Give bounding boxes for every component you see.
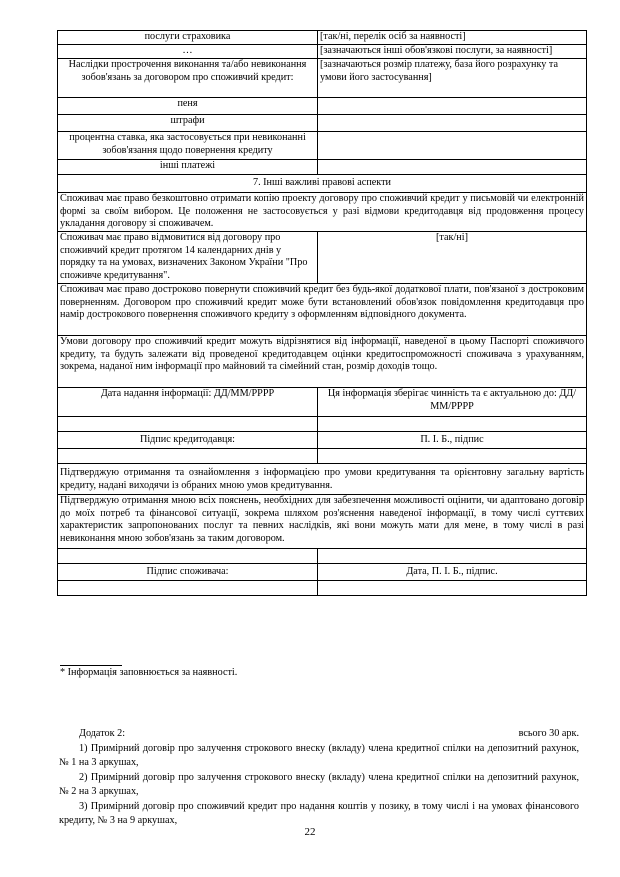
creditor-signature-field: П. І. Б., підпис [318,432,587,449]
paragraph-early-repayment: Споживач має право достроково повернути споживчий кредит без будь-якої додаткової плати, пов'язаної з достроковим поверненням. Договором про споживчий кредит може бути встановлений обов'язок повідомлення кредитодавця про намір дострокового повернення споживчого кредиту з оформленням відповідного документа. [58,284,587,336]
paragraph-copy-right: Споживач має право безкоштовно отримати копію проекту договору про споживчий кредит у письмовій чи електронній формі за своїм вибором. Це положення не застосовується у разі відмови кредитодавця від продовження процесу укладання договору зі споживачем. [58,193,587,232]
footnote-divider [60,665,122,666]
table-row [58,581,587,596]
table-cell: Наслідки прострочення виконання та/або невиконання зобов'язань за договором про споживчий кредит: [58,59,318,98]
table-row [58,564,587,581]
appendix-total: всього 30 арк. [518,728,579,739]
paragraph-confirmation-1: Підтверджую отримання та ознайомлення з інформацією про умови кредитування та орієнтовну загальну вартість кредиту, надані виходячи із обраних мною умов кредитування. [58,464,587,495]
table-cell [318,549,587,564]
table-cell: [так/ні, перелік осіб за наявності] [318,31,587,45]
table-cell [318,115,587,132]
appendix-item: 1) Примірний договір про залучення строкового внеску (вкладу) члена кредитної спілки на депозитний рахунок, № 1 на 3 аркушах, [59,742,579,768]
consumer-signature-field: Дата, П. І. Б., підпис. [318,564,587,581]
table-cell: [так/ні] [318,232,587,284]
table-cell [58,417,318,432]
table-cell: пеня [58,98,318,115]
table-row [58,59,587,98]
table-cell: [зазначаються розмір платежу, база його розрахунку та умови його застосування] [318,59,587,98]
table-cell [58,581,318,596]
table-cell: Ця інформація зберігає чинність та є актуальною до: ДД/ММ/РРРР [318,388,587,417]
table-row [58,284,587,336]
footnote: * Інформація заповнюється за наявності. [60,667,238,678]
table-cell: штрафи [58,115,318,132]
appendix-block [59,727,579,829]
table-row [58,132,587,160]
table-cell [58,549,318,564]
section-heading: 7. Інші важливі правові аспекти [58,175,587,193]
table-cell [318,449,587,464]
table-row [58,98,587,115]
table-row [58,388,587,417]
table-row [58,45,587,59]
table-row [58,417,587,432]
table-cell [318,417,587,432]
appendix-item: 2) Примірний договір про залучення строкового внеску (вкладу) члена кредитної спілки на депозитний рахунок, № 2 на 3 аркушах, [59,771,579,797]
table-cell: послуги страховика [58,31,318,45]
table-row [58,232,587,284]
consumer-signature-label: Підпис споживача: [58,564,318,581]
table-cell [58,449,318,464]
appendix-header [59,727,579,742]
table-cell [318,132,587,160]
table-row [58,336,587,388]
table-row [58,115,587,132]
paragraph-confirmation-2: Підтверджую отримання мною всіх пояснень, необхідних для забезпечення можливості оцінити, чи адаптовано договір до моїх потреб та фінансової ситуації, зокрема шляхом роз'яснення наведеної інформації, в тому числі суттєвих характеристик запропонованих послуг та певних наслідків, які вони можуть мати для мене, в тому числі в разі невиконання мною зобов'язань за таким договором. [58,495,587,549]
table-row [58,432,587,449]
paragraph-conditions: Умови договору про споживчий кредит можуть відрізнятися від інформації, наведеної в цьому Паспорті споживчого кредиту, та будуть залежати від проведеної кредитодавцем оцінки кредитоспроможності споживача з урахуванням, зокрема, наданої ним інформації про майновий та сімейний стан, розмір доходів тощо. [58,336,587,388]
table-row [58,495,587,549]
table-cell: Дата надання інформації: ДД/ММ/РРРР [58,388,318,417]
table-row [58,549,587,564]
table-cell: … [58,45,318,59]
table-cell [318,98,587,115]
page-number: 22 [304,826,316,838]
table-row [58,31,587,45]
appendix-item: 3) Примірний договір про споживчий кредит про надання коштів у позику, в тому числі і на умовах фінансового кредиту, № 3 на 9 аркушах, [59,800,579,826]
appendix-label: Додаток 2: [79,728,126,739]
credit-passport-table [57,30,587,596]
table-row [58,160,587,175]
table-cell: Споживач має право відмовитися від договору про споживчий кредит протягом 14 календарних днів у порядку та на умовах, визначених Законом України "Про споживче кредитування". [58,232,318,284]
creditor-signature-label: Підпис кредитодавця: [58,432,318,449]
table-row [58,449,587,464]
table-cell: процентна ставка, яка застосовується при невиконанні зобов'язання щодо повернення кредиту [58,132,318,160]
table-cell [318,160,587,175]
table-cell [318,581,587,596]
table-cell: [зазначаються інші обов'язкові послуги, за наявності] [318,45,587,59]
table-row [58,175,587,193]
table-row [58,464,587,495]
table-cell: інші платежі [58,160,318,175]
table-row [58,193,587,232]
